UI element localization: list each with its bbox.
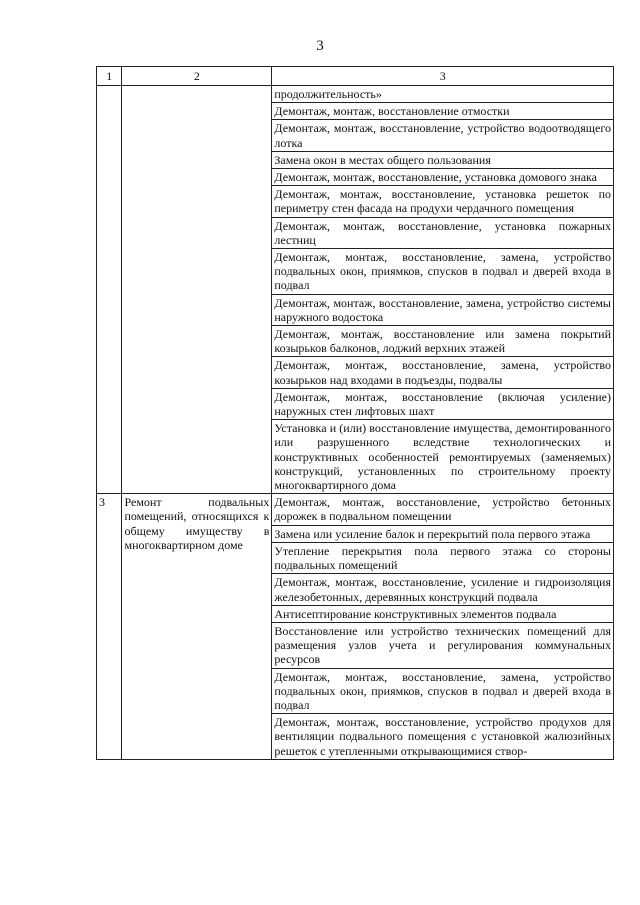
work-item: Демонтаж, монтаж, восстановление, установка решеток по периметру стен фасада на продухи чердачного помещения <box>272 186 614 217</box>
group-title <box>122 86 272 494</box>
table-header-row <box>97 67 614 86</box>
table-row <box>97 86 614 103</box>
table-row <box>97 494 614 525</box>
group-title-text: Ремонт подвальных помещений, относящихся к общему имуществу в многоквартирном доме <box>124 495 270 552</box>
work-item: Демонтаж, монтаж, восстановление, замена, устройство системы наружного водостока <box>272 294 614 325</box>
work-item: Замена окон в местах общего пользования <box>272 151 614 168</box>
header-col-2: 2 <box>122 67 272 86</box>
work-item: Демонтаж, монтаж, восстановление (включая усиление) наружных стен лифтовых шахт <box>272 388 614 419</box>
work-item: Демонтаж, монтаж, восстановление, устройство бетонных дорожек в подвальном помещении <box>272 494 614 525</box>
work-item: Демонтаж, монтаж, восстановление, усиление и гидроизоляция железобетонных, деревянных конструкций подвала <box>272 574 614 605</box>
group-number <box>97 86 122 494</box>
work-item: Утепление перекрытия пола первого этажа со стороны подвальных помещений <box>272 542 614 573</box>
works-table <box>96 66 614 760</box>
work-item: Замена или усиление балок и перекрытий пола первого этажа <box>272 525 614 542</box>
work-item: Демонтаж, монтаж, восстановление, устройство водоотводящего лотка <box>272 120 614 151</box>
work-item: Демонтаж, монтаж, восстановление, замена, устройство подвальных окон, приямков, спусков в подвал и дверей входа в подвал <box>272 668 614 714</box>
work-item: Демонтаж, монтаж, восстановление, устройство продухов для вентиляции подвального помещения с установкой жалюзийных решеток с утепленными открывающимися створ- <box>272 714 614 760</box>
header-col-1: 1 <box>97 67 122 86</box>
work-item: Восстановление или устройство технических помещений для размещения узлов учета и регулирования коммунальных ресурсов <box>272 622 614 668</box>
work-item: Демонтаж, монтаж, восстановление, установка пожарных лестниц <box>272 217 614 248</box>
work-item: Демонтаж, монтаж, восстановление, замена, устройство козырьков над входами в подъезды, подвалы <box>272 357 614 388</box>
work-item: Демонтаж, монтаж, восстановление, установка домового знака <box>272 169 614 186</box>
group-number: 3 <box>97 494 122 759</box>
work-item: Установка и (или) восстановление имущества, демонтированного или разрушенного вследствие технологических и конструктивных особенностей ремонтируемых (заменяемых) конструкций, установленных по строительному проекту многоквартирного дома <box>272 420 614 494</box>
work-item: продолжительность» <box>272 86 614 103</box>
header-col-3: 3 <box>272 67 614 86</box>
work-item: Антисептирование конструктивных элементов подвала <box>272 605 614 622</box>
work-item: Демонтаж, монтаж, восстановление, замена, устройство подвальных окон, приямков, спусков в подвал и дверей входа в подвал <box>272 249 614 295</box>
page-number: 3 <box>316 38 324 54</box>
group-title <box>122 494 272 759</box>
work-item: Демонтаж, монтаж, восстановление отмостки <box>272 103 614 120</box>
work-item: Демонтаж, монтаж, восстановление или замена покрытий козырьков балконов, лоджий верхних этажей <box>272 326 614 357</box>
